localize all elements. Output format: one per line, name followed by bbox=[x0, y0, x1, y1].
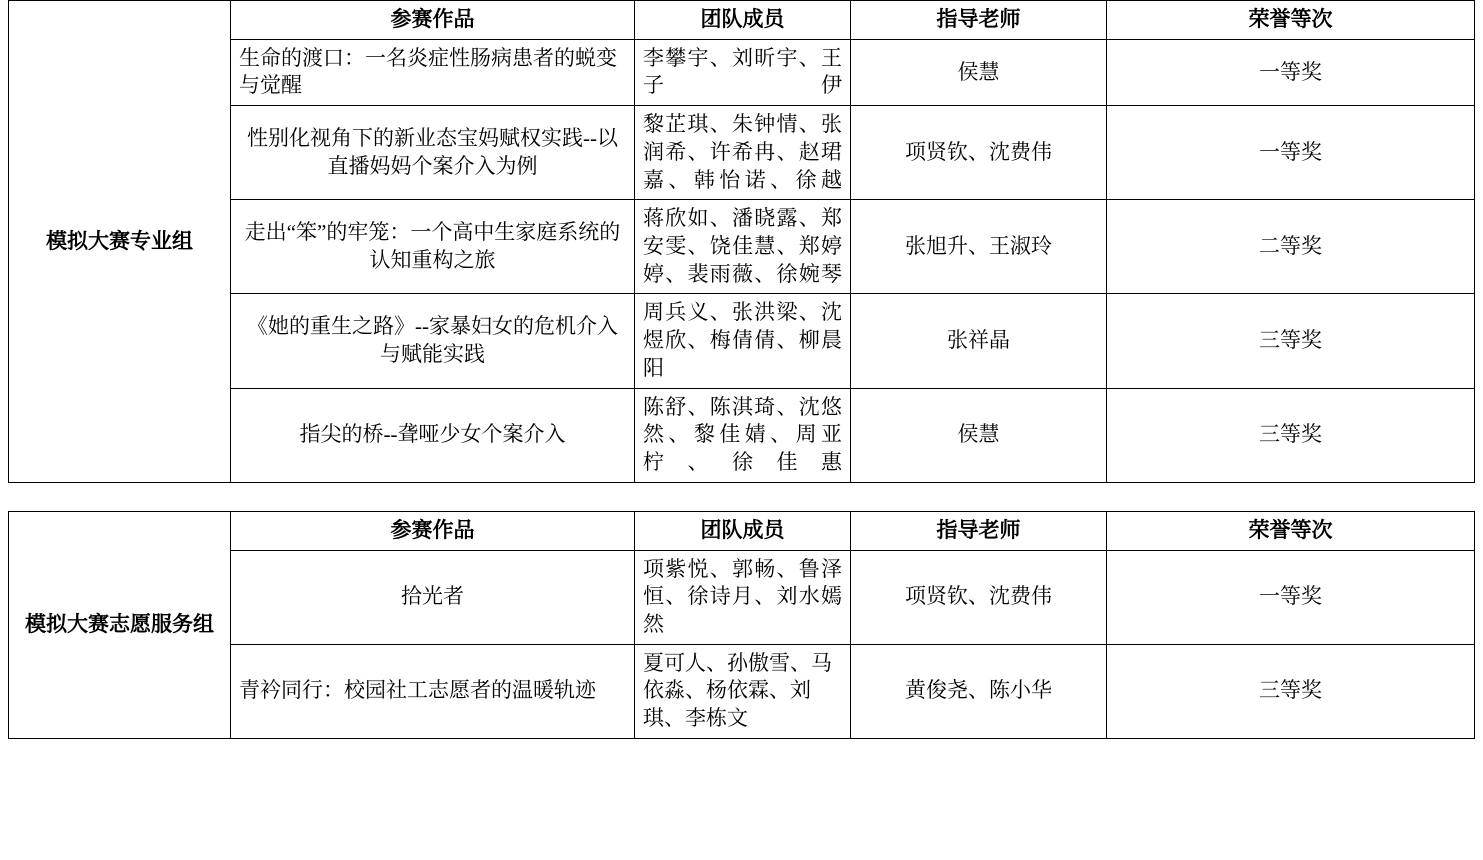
header-teacher: 指导老师 bbox=[851, 1, 1107, 40]
cell-teacher: 黄俊尧、陈小华 bbox=[851, 644, 1107, 738]
cell-team: 黎芷琪、朱钟情、张润希、许希冉、赵珺嘉、韩怡诺、徐越 bbox=[635, 106, 851, 200]
cell-work: 拾光者 bbox=[231, 550, 635, 644]
header-teacher: 指导老师 bbox=[851, 511, 1107, 550]
cell-teacher: 项贤钦、沈费伟 bbox=[851, 550, 1107, 644]
cell-honor: 一等奖 bbox=[1107, 39, 1475, 105]
header-work: 参赛作品 bbox=[231, 511, 635, 550]
cell-team: 蒋欣如、潘晓露、郑安雯、饶佳慧、郑婷婷、裴雨薇、徐婉琴 bbox=[635, 200, 851, 294]
header-work: 参赛作品 bbox=[231, 1, 635, 40]
cell-work: 指尖的桥--聋哑少女个案介入 bbox=[231, 388, 635, 482]
cell-teacher: 张祥晶 bbox=[851, 294, 1107, 388]
group-label-cell: 模拟大赛志愿服务组 bbox=[9, 511, 231, 738]
award-table-volunteer bbox=[8, 511, 1475, 739]
cell-work: 性别化视角下的新业态宝妈赋权实践--以直播妈妈个案介入为例 bbox=[231, 106, 635, 200]
table-header-row bbox=[9, 1, 1475, 40]
cell-team: 周兵义、张洪梁、沈煜欣、梅倩倩、柳晨阳 bbox=[635, 294, 851, 388]
cell-work: 走出“笨”的牢笼：一个高中生家庭系统的认知重构之旅 bbox=[231, 200, 635, 294]
cell-teacher: 侯慧 bbox=[851, 388, 1107, 482]
award-table-professional bbox=[8, 0, 1475, 483]
cell-work: 生命的渡口：一名炎症性肠病患者的蜕变与觉醒 bbox=[231, 39, 635, 105]
header-honor: 荣誉等次 bbox=[1107, 1, 1475, 40]
cell-honor: 一等奖 bbox=[1107, 550, 1475, 644]
cell-work: 《她的重生之路》--家暴妇女的危机介入与赋能实践 bbox=[231, 294, 635, 388]
header-team: 团队成员 bbox=[635, 511, 851, 550]
cell-team: 陈舒、陈淇琦、沈悠然、黎佳婧、周亚柠、徐佳惠 bbox=[635, 388, 851, 482]
cell-teacher: 项贤钦、沈费伟 bbox=[851, 106, 1107, 200]
table-header-row bbox=[9, 511, 1475, 550]
cell-work: 青衿同行：校园社工志愿者的温暖轨迹 bbox=[231, 644, 635, 738]
cell-teacher: 张旭升、王淑玲 bbox=[851, 200, 1107, 294]
cell-honor: 三等奖 bbox=[1107, 644, 1475, 738]
cell-honor: 三等奖 bbox=[1107, 294, 1475, 388]
header-team: 团队成员 bbox=[635, 1, 851, 40]
cell-team: 李攀宇、刘昕宇、王子伊 bbox=[635, 39, 851, 105]
cell-team: 项紫悦、郭畅、鲁泽恒、徐诗月、刘水嫣然 bbox=[635, 550, 851, 644]
table-gap bbox=[0, 483, 1483, 511]
cell-honor: 二等奖 bbox=[1107, 200, 1475, 294]
cell-honor: 一等奖 bbox=[1107, 106, 1475, 200]
cell-honor: 三等奖 bbox=[1107, 388, 1475, 482]
cell-team: 夏可人、孙傲雪、马依淼、杨依霖、刘琪、李栋文 bbox=[635, 644, 851, 738]
cell-teacher: 侯慧 bbox=[851, 39, 1107, 105]
group-label-cell: 模拟大赛专业组 bbox=[9, 1, 231, 483]
header-honor: 荣誉等次 bbox=[1107, 511, 1475, 550]
